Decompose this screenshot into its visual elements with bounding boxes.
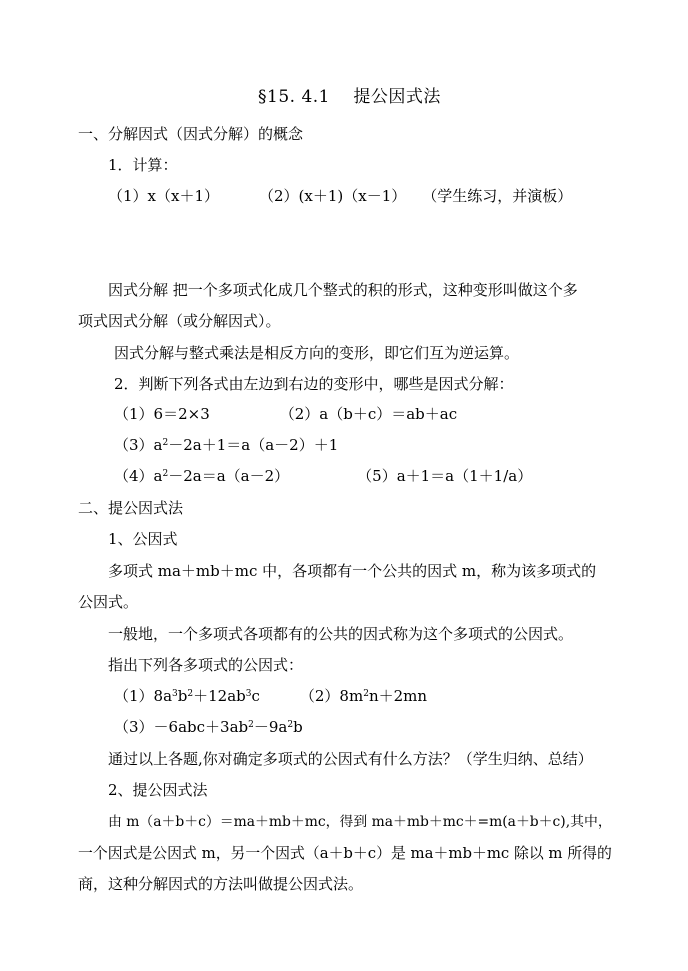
subheading-extraction-method: 2、提公因式法	[108, 781, 208, 799]
example-row-1	[114, 404, 457, 424]
paragraph-4: 通过以上各题,你对确定多项式的公因式有什么方法？（学生归纳、总结）	[108, 750, 593, 768]
paragraph-5-line-1: 由 m（a＋b＋c）＝ma＋mb＋mc，得到 ma＋mb＋mc＋=m(a＋b＋c),其中，	[108, 814, 612, 830]
section-1-heading: 一、分解因式（因式分解）的概念	[78, 125, 304, 143]
example-2: （2）a（b＋c）＝ab＋ac	[279, 405, 458, 423]
example-5: （5）a＋1＝a（1＋1/a）	[357, 467, 533, 485]
paragraph-1-line-1: 多项式 ma＋mb＋mc 中，各项都有一个公共的因式 m，称为该多项式的	[108, 562, 597, 580]
example-3: $(3)a^2-2a+1=a(a-2)+1$	[114, 436, 339, 454]
calc-a: （1）x（x＋1）	[108, 187, 220, 205]
calc-b: （2）(x＋1)（x－1）	[259, 187, 407, 205]
example-4: $(4)a^2-2a=a(a-2)$	[114, 467, 290, 485]
definition-line-1: 因式分解 把一个多项式化成几个整式的积的形式，这种变形叫做这个多	[108, 281, 578, 299]
question-2: $(2)8m^2n+2mn$	[299, 687, 428, 705]
question-1: $(1)8a^3b^2+12ab^3c$	[114, 687, 260, 705]
question-3: $(3)-6abc+3ab^2-9a^2b$	[114, 718, 303, 736]
calc-exercises	[108, 186, 572, 206]
example-row-4	[114, 466, 532, 486]
section-2-heading: 二、提公因式法	[78, 499, 184, 517]
paragraph-5-line-3: 商，这种分解因式的方法叫做提公因式法。	[78, 875, 364, 893]
paragraph-3: 指出下列各多项式的公因式：	[108, 656, 304, 674]
question-row-1	[114, 686, 427, 706]
relation-statement: 因式分解与整式乘法是相反方向的变形，即它们互为逆运算。	[114, 344, 520, 362]
calc-note: （学生练习，并演板）	[422, 187, 573, 205]
paragraph-5-line-2: 一个因式是公因式 m，另一个因式（a＋b＋c）是 ma＋mb＋mc 除以 m 所得的	[78, 844, 612, 862]
paragraph-1-line-2: 公因式。	[78, 593, 139, 611]
item-1-calc: 1．计算：	[108, 156, 178, 174]
paragraph-2: 一般地，一个多项式各项都有的公共的因式称为这个多项式的公因式。	[108, 625, 574, 643]
example-1: （1）6＝2×3	[114, 405, 210, 423]
subheading-common-factor: 1、公因式	[108, 530, 178, 548]
page-title: §15. 4.1 提公因式法	[258, 87, 441, 107]
definition-line-2: 项式因式分解（或分解因式）。	[78, 312, 281, 330]
item-2-judge: 2．判断下列各式由左边到右边的变形中，哪些是因式分解：	[114, 375, 514, 393]
